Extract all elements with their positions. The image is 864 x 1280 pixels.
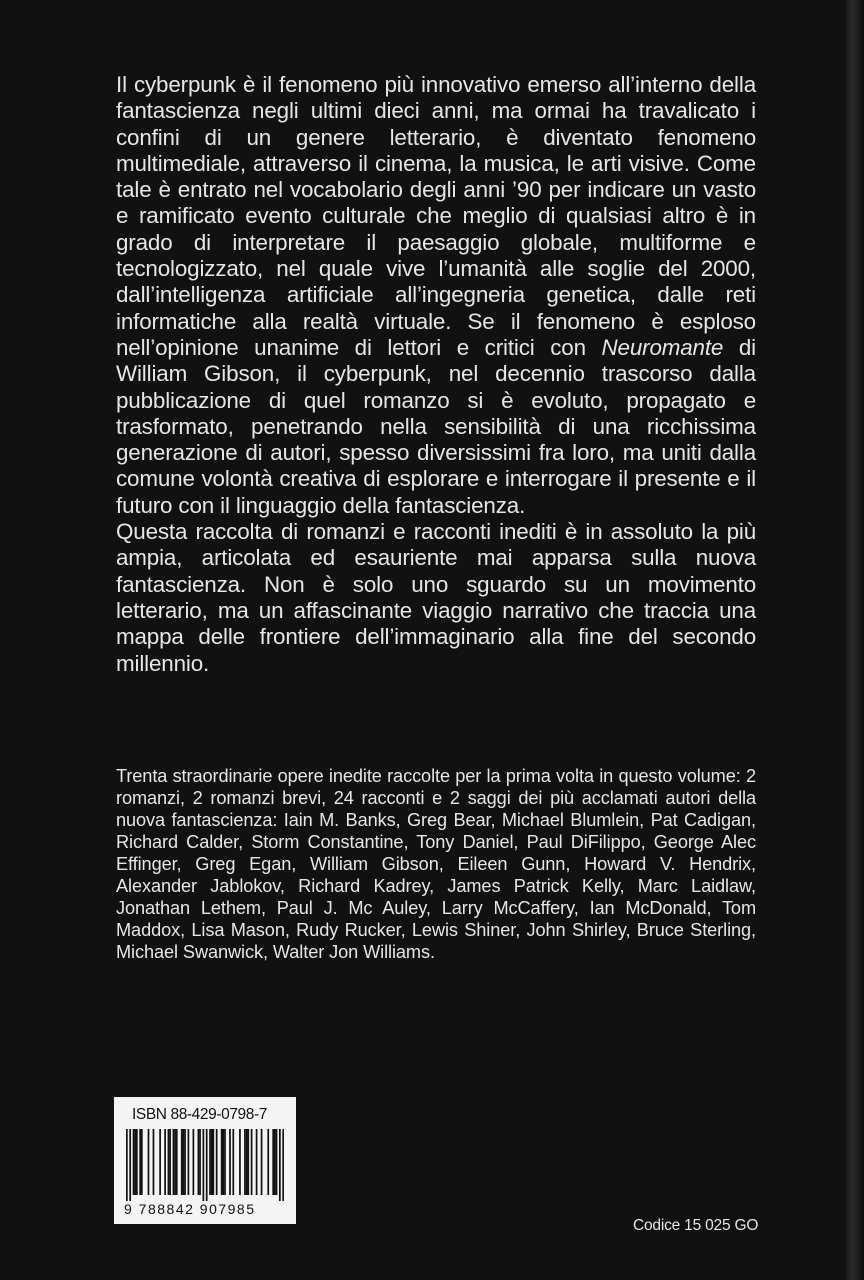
barcode-bar (261, 1129, 263, 1195)
barcode-bar (267, 1129, 269, 1195)
barcode-bar (244, 1129, 246, 1195)
barcode-bar (256, 1129, 258, 1195)
barcode-bar (212, 1129, 214, 1195)
barcode-bar (229, 1129, 231, 1195)
barcode-bar (169, 1129, 171, 1195)
back-cover-blurb (116, 72, 756, 677)
publisher-code: Codice 15 025 GO (633, 1217, 759, 1234)
barcode-bar (126, 1129, 128, 1201)
barcode-bar (164, 1129, 166, 1195)
barcode-bar (209, 1129, 211, 1195)
barcode-bar (188, 1129, 190, 1195)
barcode-bar (276, 1129, 278, 1195)
book-spine-edge (846, 0, 864, 1280)
barcode-bar (247, 1129, 249, 1195)
barcode-box (114, 1097, 296, 1224)
barcode-bar (183, 1129, 185, 1195)
barcode-bar (148, 1129, 150, 1195)
barcode-bar (193, 1129, 195, 1195)
barcode-bar (153, 1129, 155, 1195)
blurb-paragraph-1 (116, 72, 756, 519)
barcode-bar (246, 1129, 248, 1195)
barcode-bar (139, 1129, 141, 1195)
barcode-bar (216, 1129, 218, 1195)
barcode-bar (184, 1129, 186, 1195)
blurb-paragraph-1-end: di William Gibson, il cyberpunk, nel decennio trascorso dalla pubblicazione di quel romanzo si è evoluto, propagato e trasformato, penetrando nella sensibilità di una ricchissima generazione di autori, spesso diversissimi fra loro, ma uniti dalla comune volontà creativa di esplorare e interrogare il presente e il futuro con il linguaggio della fantascienza. (116, 334, 756, 518)
barcode-bar (251, 1129, 253, 1195)
barcode-bar (272, 1129, 274, 1195)
barcode-bar (239, 1129, 241, 1195)
blurb-paragraph-2: Questa raccolta di romanzi e racconti inediti è in assoluto la più ampia, articolata ed esauriente mai apparsa sulla nuova fantascienza. Non è solo uno sguardo su un movimento letterario, ma un affascinante viaggio narrativo che traccia una mappa delle frontiere dell’immaginario alla fine del secondo millennio. (116, 519, 756, 676)
barcode-bar (279, 1129, 281, 1201)
barcode-bar (198, 1129, 200, 1195)
barcode-bar (173, 1129, 175, 1195)
ean-digits: 9 788842 907985 (124, 1201, 256, 1217)
blurb-paragraph-1-start: Il cyberpunk è il fenomeno più innovativo emerso all’interno della fantascienza negli ultimi dieci anni, ma ormai ha travalicato i confini di un genere letterario, è diventato fenomeno multimediale, attraverso il cinema, la musica, le arti visive. Come tale è entrato nel vocabolario degli anni ’90 per indicare un vasto e ramificato evento culturale che meglio di qualsiasi altro è in grado di interpretare il paesaggio globale, multiforme e tecnologizzato, nel quale vive l’umanità alle soglie del 2000, dall’intelligenza artificiale all’ingegneria genetica, dalle reti informatiche alla realtà virtuale. Se il fenomeno è esploso nell’opinione unanime di lettori e critici con (116, 72, 756, 360)
barcode-bar (134, 1129, 136, 1195)
barcode-bar (274, 1129, 276, 1195)
barcode-bar (199, 1129, 201, 1195)
book-title-neuromante: Neuromante (601, 334, 724, 360)
contents-note: Trenta straordinarie opere inedite raccolte per la prima volta in questo volume: 2 romanzi, 2 romanzi brevi, 24 racconti e 2 saggi dei più acclamati autori della nuova fantascienza: Iain M. Banks, Greg Bear, Michael Blumlein, Pat Cadigan, Richard Calder, Storm Constantine, Tony Daniel, Paul DiFilippo, George Alec Effinger, Greg Egan, William Gibson, Eileen Gunn, Howard V. Hendrix, Alexander Jablokov, Richard Kadrey, James Patrick Kelly, Marc Laidlaw, Jonathan Lethem, Paul J. Mc Auley, Larry McCaffery, Ian McDonald, Tom Maddox, Lisa Mason, Rudy Rucker, Lewis Shiner, John Shirley, Bruce Sterling, Michael Swanwick, Walter Jon Williams. (116, 766, 756, 962)
barcode-bar (211, 1129, 213, 1195)
barcode-bar (181, 1129, 183, 1195)
barcode-bar (168, 1129, 170, 1195)
barcode-bar (141, 1129, 143, 1195)
barcode-bar (159, 1129, 161, 1195)
barcode-bar (174, 1129, 176, 1195)
barcode-bar (221, 1129, 223, 1195)
barcode-bar (224, 1129, 226, 1195)
barcode-bar (136, 1129, 138, 1195)
barcode-bar (232, 1129, 234, 1195)
barcode-bar (222, 1129, 224, 1195)
barcode-bar (206, 1129, 208, 1201)
barcode-bar (203, 1129, 205, 1201)
barcode-bar (176, 1129, 178, 1195)
barcode-bar (133, 1129, 135, 1195)
barcode-bar (282, 1129, 284, 1201)
barcode-bar (129, 1129, 131, 1201)
barcode-bars (126, 1129, 284, 1201)
isbn-label: ISBN 88-429-0798-7 (132, 1106, 267, 1123)
